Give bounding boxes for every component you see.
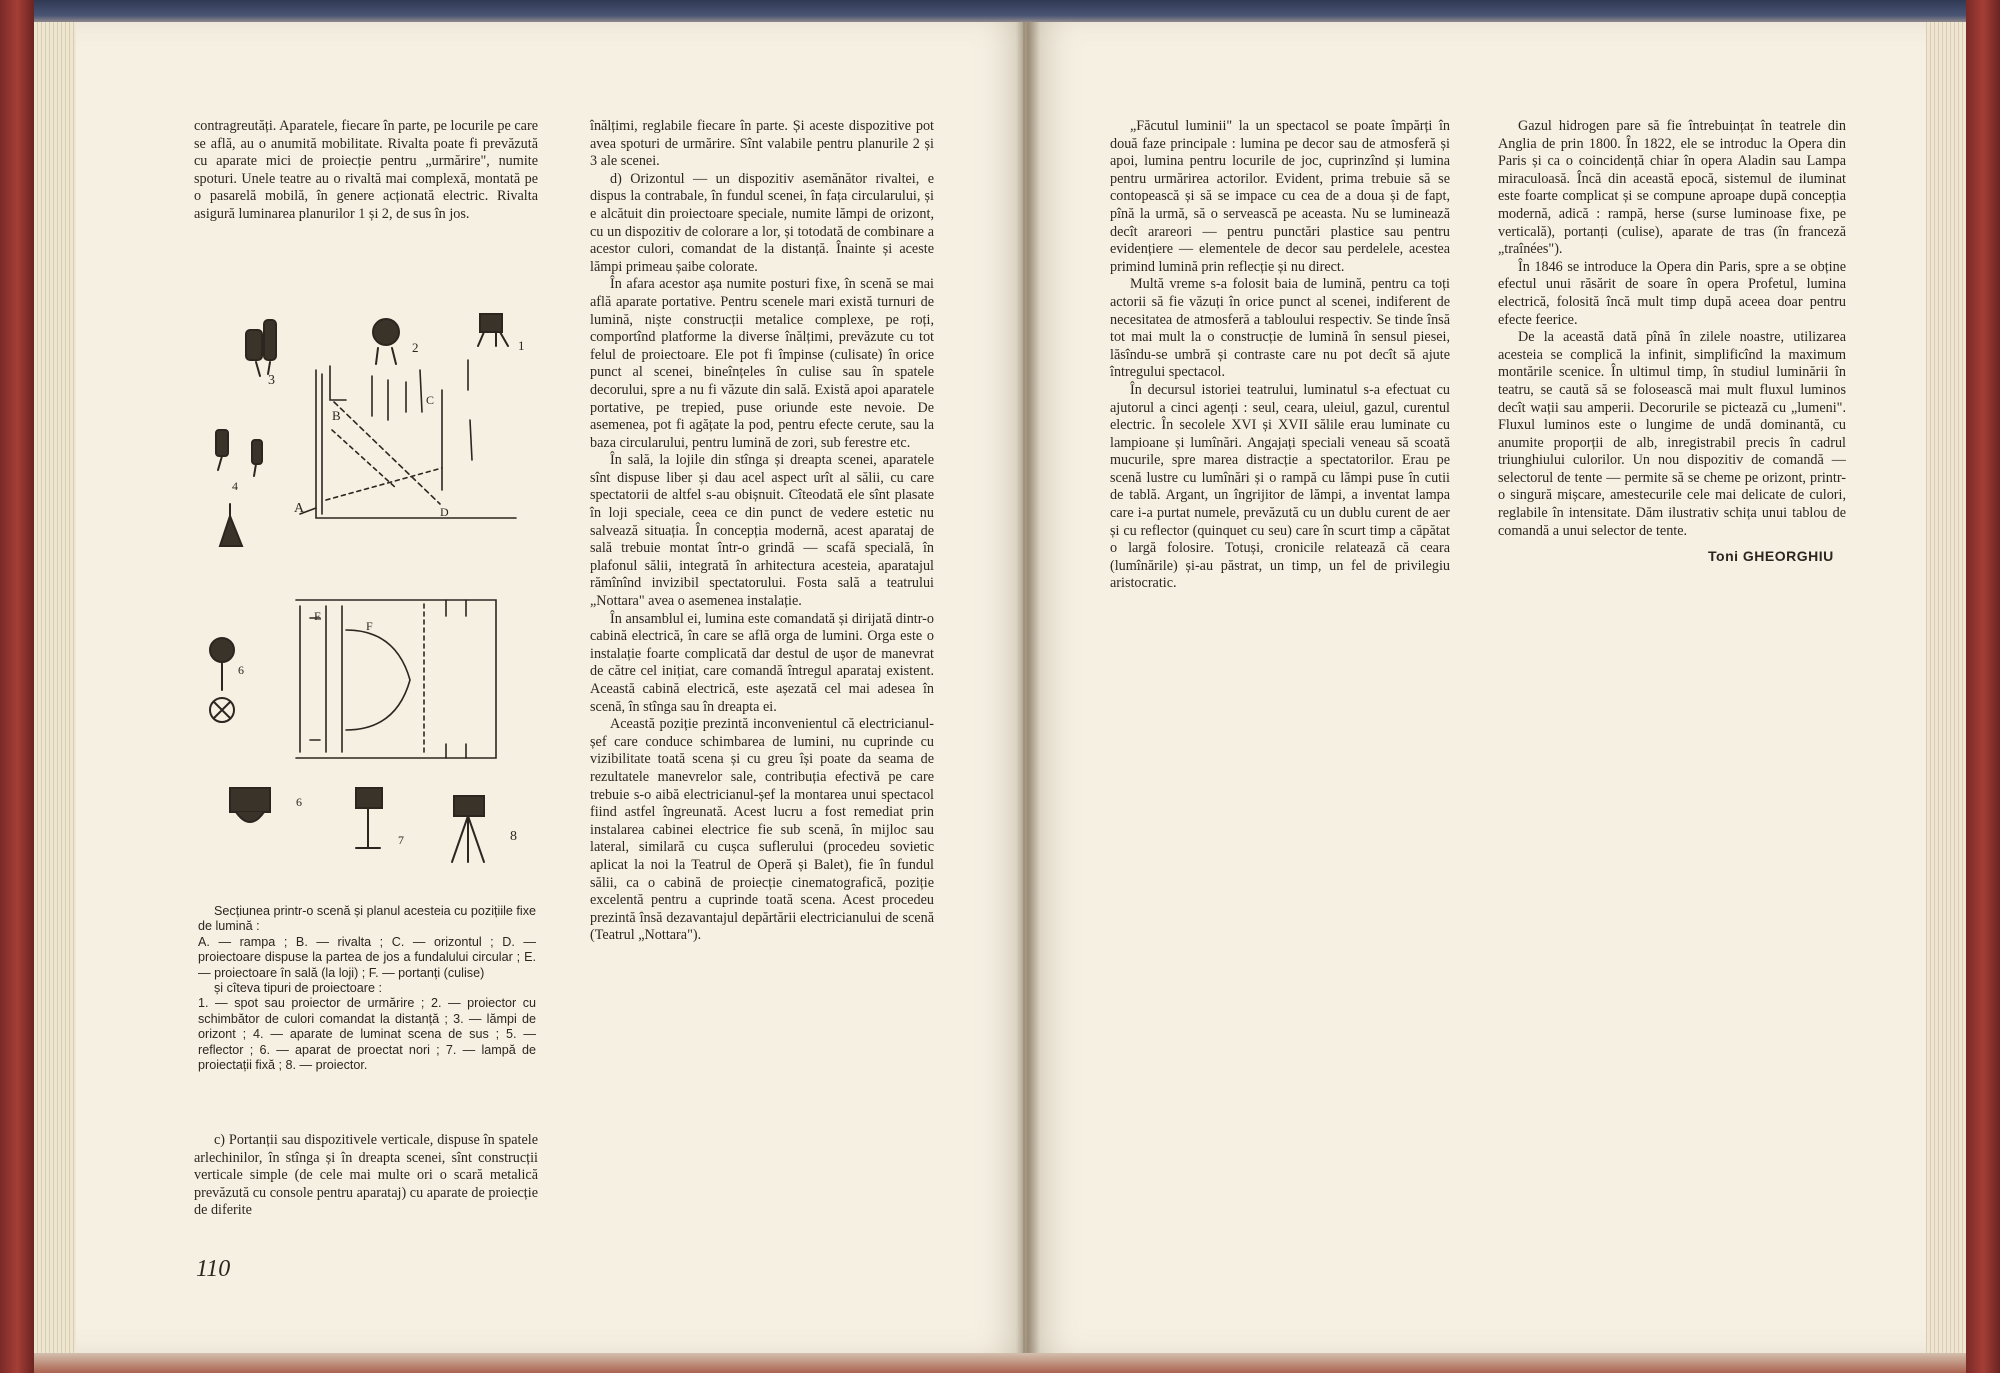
caption-line: și cîteva tipuri de proiectoare : [214,981,382,996]
lamp-3-icon [246,320,276,376]
svg-text:E: E [314,609,322,623]
lamp-1-icon [478,314,508,346]
paragraph: contragreutăți. Aparatele, fiecare în parte, pe locurile pe care se află, au o anumită mobilitate. Rivalta poate fi prevăzută cu aparate mici de proiecție pentru „urmărire", numite spoturi. Unele teatre au o rivaltă mai complexă, montată pe o pasarelă mobilă, în genere acționată electric. Rivalta asigură luminarea planurilor 1 și 2, de sus în jos. [194,118,538,222]
svg-text:F: F [366,619,373,633]
paragraph: În decursul istoriei teatrului, luminatul s-a efectuat cu ajutorul a cinci agenți : seul, ceara, uleiul, gazul, curentul electric. În secolele XVI și XVII sălile erau luminate cu lampioane și lumînări. Angajați speciali veneau să scoată mucurile, spre marea distracție a spectatorilor. Erau pe scenă lustre cu lumînări și o rampă cu lămpi puse în cutii de tablă. Argant, un îngrijitor de lămpi, a inventat lampa care i-a purtat numele, prevăzută cu un dublu curent de aer și cu reflector (quinquet cu seu) care în scurt timp a căpătat o largă folosire. Totuși, cronicile relatează că ceara (lumînările) și-au păstrat, un timp, un fel de privilegiu aristocratic. [1110,381,1450,592]
label-3: 3 [268,373,275,388]
author-signature: Toni GHEORGHIU [1708,548,1834,564]
caption-line: 1. — spot sau proiector de urmărire ; 2. — proiector cu schimbător de culori comandat la distanță ; 3. — lămpi de orizont ; 4. — aparate de luminat scena de sus ; 5. — reflector ; 6. — aparat de proectat nori ; 7. — lampă de proiectații fixă ; 8. — proiector. [198,996,536,1073]
paragraph: În ansamblul ei, lumina este comandată și dirijată dintr-o cabină electrică, în care se află orga de lumini. Orga este o instalație foarte complicată dar destul de ușor de manevrat de către cel inițiat, care comandă întregul aparataj existent. Această cabină electrică, este așezată cel mai adesea în scenă, în stînga sau în dreapta ei. [590,610,934,715]
book-cover-right [1966,0,2000,1373]
page-stack-right [1926,22,1966,1353]
paragraph: Gazul hidrogen pare să fie întrebuințat în teatrele din Anglia de prin 1800. În 1822, ele se introduc la Opera din Paris și ca o coincidență chiar în opera Aladin sau Lampa miraculoasă. Încă din această epocă, sistemul de iluminat este foarte complicat și se compune aproape după concepția modernă, adică : rampă, herse (surse luminoase fixe, pe verticală), portanți (culise), aparate de tras (în franceză „traînées"). [1498,118,1846,258]
paragraph: Multă vreme s-a folosit baia de lumină, pentru ca toți actorii să fie văzuți în orice punct al scenei, indiferent de necesitatea de atmosferă a tabloului respectiv. Se tinde însă tot mai mult la o construcție de lumină în sensul piesei, lăsîndu-se umbră și contraste care nu pot decît să ajute întregului spectacol. [1110,276,1450,381]
svg-text:4: 4 [232,479,238,493]
page-stack-left [34,22,78,1353]
figure-caption [198,904,536,1073]
lamp-2-icon [373,319,399,364]
lamp-6-icon [210,638,234,722]
lamp-7-icon [356,788,382,848]
stage-plan-sketch [296,600,496,758]
caption-line: A. — rampa ; B. — rivalta ; C. — orizontul ; D. — proiectoare dispuse la partea de jos a fundalului circular ; E. — proiectoare în sală (la loji) ; F. — portanți (culise) [198,934,536,980]
book-gutter [1016,22,1040,1353]
svg-text:8: 8 [510,829,517,844]
book-cover-left [0,0,34,1373]
paragraph: În afara acestor așa numite posturi fixe, în scenă se mai află aparate portative. Pentru scenele mari există turnuri de lumină, niște construcții metalice complexe, pe roți, comportînd platforme la diverse înălțimi, prevăzute cu tot felul de proiectoare. Ele pot fi împinse (culisate) în orice punct al scenei, bineînțeles în culise sau în spatele decorului, spre a nu fi văzute din sală. Există apoi aparatele portative, pe trepied, puse oriunde este nevoie. De asemenea, pot fi agățate la pod, pentru efecte cerute, sau la baza circularului, pentru lumină de zori, sub ferestre etc. [590,276,934,451]
left-column-right [590,118,934,945]
svg-text:D: D [440,505,449,519]
caption-line: Secțiunea printr-o scenă și planul acesteia cu pozițiile fixe de lumină : [198,904,537,934]
svg-text:6: 6 [296,795,302,809]
right-column-left [1110,118,1450,593]
left-column-bottom [194,1132,538,1220]
paragraph: Această poziție prezintă inconvenientul că electricianul-șef care conduce schimbarea de lumini, nu cuprinde cu vizibilitate toată scena și cu greu își poate da seama de rezultatele manevrelor sale, contribuția efectivă pe care trebuie s-o aibă electricianul-șef la montarea unui spectacol fiind astfel îngreunată. Acest lucru a fost remediat prin instalarea cabinei electrice fie sub scenă, în mijloc sau lateral, similară cu cușca suflerului (procedeu sovietic aplicat la noi la Teatrul de Operă și Balet), fie în fundul sălii, ca o cabină de proiecție cinematografică, poziție excelentă pentru a cuprinde toată scena. Acest procedeu prezintă însă dezavantajul depărtării electricianului de scenă (Teatrul „Nottara"). [590,716,934,944]
svg-text:1: 1 [518,338,525,353]
svg-text:7: 7 [398,833,404,847]
book-bottom-edge [0,1351,2000,1373]
spine-fold [1023,22,1025,1353]
paragraph: înălțimi, reglabile fiecare în parte. Și aceste dispozitive pot avea spoturi de urmărire. Sînt valabile pentru planurile 2 și 3 ale scenei. [590,118,934,170]
svg-text:C: C [426,393,435,407]
page-number: 110 [196,1256,231,1282]
lamp-5-icon [220,504,242,546]
paragraph: c) Portanții sau dispozitivele verticale, dispuse în spatele arlechinilor, în stînga și în dreapta scenei, sînt construcții verticale simple (de cele mai multe ori o scară metalică prevăzută cu console pentru aparataj) cu aparate de proiecție de diferite [194,1132,538,1219]
paragraph: În sală, la lojile din stînga și dreapta scenei, aparatele sînt dispuse liber și dau acel aspect urît al sălii, cu care spectatorii de altfel s-au obișnuit. Cîteodată ele sînt plasate în loji speciale, ceea ce din punct de vedere estetic nu salvează situația. În concepția modernă, acest aparataj de sală trebuie montat într-o grindă — scafă specială, în plafonul sălii, integrată în arhitectura acesteia, aparatajul rămînînd invizibil spectatorului. Fosta sală a teatrului „Nottara" avea o asemenea instalație. [590,452,934,610]
stage-section-sketch [300,360,516,518]
paragraph: „Făcutul luminii" la un spectacol se poate împărți în două faze principale : lumina pe decor sau de atmosferă și apoi, lumina pentru locurile de joc, cuprinzînd și lumina pentru urmărirea actorilor. Evident, prima trebuie să se contopească și să se impace cu cea de a doua și de fapt, pînă la urmă, să o servească pe aceasta. Nu se luminează decît arareori — pentru punctări plastice sau pentru evidențiere — elementele de decor sau perdelele, acestea primind lumină prin reflecție și nu direct. [1110,118,1450,275]
svg-text:B: B [332,408,341,423]
left-column-top [194,118,538,224]
right-column-right [1498,118,1846,540]
paragraph: d) Orizontul — un dispozitiv asemănător rivaltei, e dispus la contrabale, în fundul scenei, în fața circularului, și e alcătuit din proiectoare speciale, numite lămpi de orizont, cu un dispozitiv de colorare a lor, și totodată de combinare a acestor culori, comandat de la distanță. Înainte și aceste lămpi primeau șaibe colorate. [590,170,934,275]
svg-text:6: 6 [238,663,244,677]
paragraph: De la această dată pînă în zilele noastre, utilizarea acesteia se complică la infinit, simplificînd la maximum montările scenice. În ultimul timp, în studiul luminării în teatru, se caută să se folosească mai mult fluxul luminos decît wații sau amperii. Decorurile se pictează cu „lumeni". Fluxul luminos este o lungime de undă dominantă, cu anumite proporții de alb, inregistrabil precis în cadrul triunghiului culorilor. Un nou dispozitiv de comandă — selectorul de tente — permite să se cheme pe orizont, printr-o singură mișcare, amestecurile cele mai delicate de culori, reglabile în intensitate. Dăm ilustrativ schița unui tablou de comandă a unui selector de tente. [1498,329,1846,539]
lamp-8-icon [452,796,484,862]
lamp-4-icon [216,430,262,476]
paragraph: În 1846 se introduce la Opera din Paris, spre a se obține efectul unui răsărit de soare în opera Profetul, lumina electrică, folosită încă mult timp după aceea doar pentru efecte feerice. [1498,258,1846,328]
stage-lighting-figure [196,300,536,870]
svg-text:A: A [294,501,305,516]
svg-text:2: 2 [412,340,419,355]
lamp-6b-icon [230,788,270,822]
